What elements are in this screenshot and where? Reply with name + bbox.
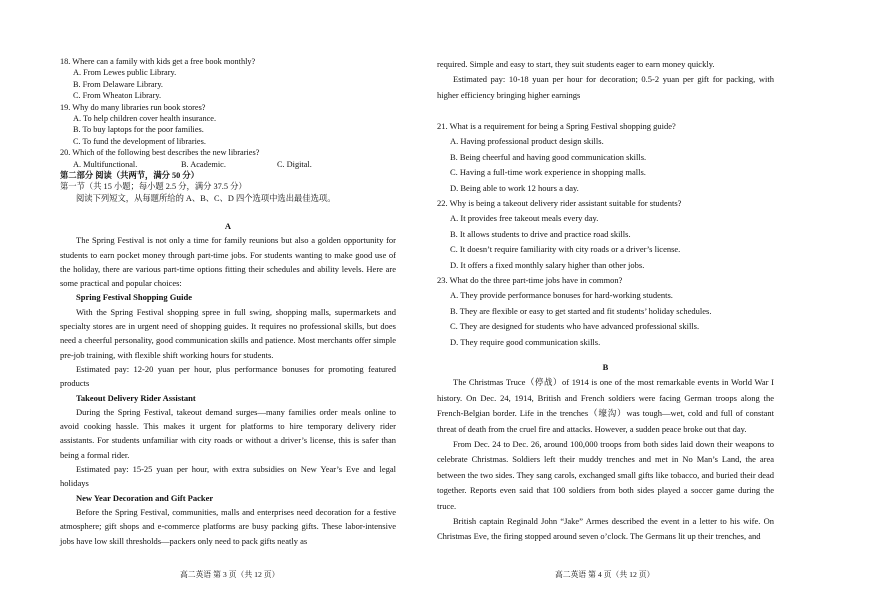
passage-b-paragraph-1: The Christmas Truce（停战）of 1914 is one of the most remarkable events in World War I history. On Dec. 24, 1914, British and French soldiers were facing German troops along the French-Belgian border. Life in the trenches（壕沟）was tough—wet, cold and full of constant threat of death from the cruel fire and attacks. However, a sudden peace broke out that day. bbox=[437, 377, 774, 434]
q18-option-a: A. From Lewes public Library. bbox=[73, 68, 177, 78]
job3-title: New Year Decoration and Gift Packer bbox=[76, 492, 214, 503]
passage-b-label: B bbox=[602, 362, 609, 372]
q18-option-c: C. From Wheaton Library. bbox=[73, 91, 162, 101]
q23-option-d: D. They require good communication skills. bbox=[450, 336, 601, 347]
q22-option-d: D. It offers a fixed monthly salary higher than other jobs. bbox=[450, 259, 645, 270]
q22-option-a: A. It provides free takeout meals every day. bbox=[450, 213, 599, 224]
question-22: 22. Why is being a takeout delivery rider assistant suitable for students? bbox=[437, 198, 682, 209]
left-page-footer: 高二英语 第 3 页（共 12 页） bbox=[180, 570, 280, 579]
job3-description: Before the Spring Festival, communities, malls and enterprises need decoration for a festive atmosphere; gift shops and e-commerce platforms are busy packing gifts. These labor-intensive jobs have low skill thresholds—packers only need to pack gifts neatly as bbox=[60, 506, 396, 546]
job3-pay: Estimated pay: 10-18 yuan per hour for decoration; 0.5-2 yuan per gift for packing, with higher efficiency bringing higher earnings bbox=[437, 74, 774, 100]
passage-a-intro: The Spring Festival is not only a time for family reunions but also a golden opportunity for students to earn pocket money through part-time jobs. For students wanting to make good use of the holiday, there are various part-time options fitting their schedules and ability levels. Here are some practical and popular choices: bbox=[60, 235, 396, 289]
q19-option-b: B. To buy laptops for the poor families. bbox=[73, 125, 204, 135]
q20-option-c: C. Digital. bbox=[277, 159, 312, 169]
job2-description: During the Spring Festival, takeout demand surges—many families order meals online to avoid cooking hassle. This makes it urgent for platforms to hire temporary delivery rider assistants. For students unfamiliar with city roads or without a driver’s license, this is safer than being a formal rider. bbox=[60, 406, 396, 460]
q22-option-b: B. It allows students to drive and practice road skills. bbox=[450, 228, 631, 239]
q23-option-c: C. They are designed for students who have advanced professional skills. bbox=[450, 321, 700, 332]
q20-option-a: A. Multifunctional. bbox=[73, 159, 138, 169]
q22-option-c: C. It doesn’t require familiarity with city roads or a driver’s license. bbox=[450, 244, 681, 255]
q21-option-b: B. Being cheerful and having good communication skills. bbox=[450, 151, 647, 162]
right-page-footer: 高二英语 第 4 页（共 12 页） bbox=[555, 570, 655, 579]
q19-option-c: C. To fund the development of libraries. bbox=[73, 136, 206, 146]
passage-a-label: A bbox=[224, 221, 232, 231]
q21-option-c: C. Having a full-time work experience in shopping malls. bbox=[450, 167, 646, 178]
job1-title: Spring Festival Shopping Guide bbox=[76, 292, 192, 303]
q20-options bbox=[60, 159, 396, 170]
passage-b-paragraph-3: British captain Reginald John “Jake” Armes described the event in a letter to his wife. On Christmas Eve, the firing stopped around seven o’clock. The Germans lit up their trenches, and bbox=[437, 516, 774, 542]
question-18: 18. Where can a family with kids get a free book monthly? bbox=[60, 57, 256, 66]
job1-description: With the Spring Festival shopping spree in full swing, shopping malls, supermarkets and specialty stores are in urgent need of shopping guides. It requires no professional skills, but does need a cheerful personality, good communication skills and patience. Most merchants offer simple pre-job training, with flexible shift working hours for students. bbox=[60, 306, 396, 360]
q23-option-b: B. They are flexible or easy to get started and fit students’ holiday schedules. bbox=[450, 305, 712, 316]
q20-option-b: B. Academic. bbox=[181, 159, 226, 169]
part-two-heading: 第二部分 阅读（共两节，满分 50 分） bbox=[60, 171, 199, 181]
job1-pay: Estimated pay: 12-20 yuan per hour, plus performance bonuses for promoting featured products bbox=[60, 363, 396, 389]
section-one-heading: 第一节（共 15 小题；每小题 2.5 分，满分 37.5 分） bbox=[60, 182, 247, 192]
reading-instruction: 阅读下列短文，从每题所给的 A、B、C、D 四个选项中选出最佳选项。 bbox=[76, 193, 336, 203]
q23-option-a: A. They provide performance bonuses for hard-working students. bbox=[450, 290, 673, 301]
job2-pay: Estimated pay: 15-25 yuan per hour, with extra subsidies on New Year’s Eve and legal holidays bbox=[60, 464, 396, 489]
job2-title: Takeout Delivery Rider Assistant bbox=[76, 392, 196, 403]
q18-option-b: B. From Delaware Library. bbox=[73, 79, 164, 89]
q21-option-a: A. Having professional product design skills. bbox=[450, 136, 604, 147]
q21-option-d: D. Being able to work 12 hours a day. bbox=[450, 182, 579, 193]
question-21: 21. What is a requirement for being a Spring Festival shopping guide? bbox=[437, 121, 676, 131]
passage-b-paragraph-2: From Dec. 24 to Dec. 26, around 100,000 troops from both sides laid down their weapons to celebrate Christmas. Soldiers left their muddy trenches and met in No Man’s Land, the area between the two sides. They sang carols, exchanged small gifts like tobacco, and buried their dead together. Reports even said that 100 soldiers from both sides played a soccer game during the truce. bbox=[437, 439, 774, 511]
question-20: 20. Which of the following best describes the new libraries? bbox=[60, 148, 260, 158]
q19-option-a: A. To help children cover health insurance. bbox=[73, 114, 217, 124]
question-19: 19. Why do many libraries run book stores? bbox=[60, 102, 206, 112]
question-23: 23. What do the three part-time jobs have in common? bbox=[437, 275, 623, 286]
passage-a-continuation: required. Simple and easy to start, they suit students eager to earn money quickly. bbox=[437, 59, 715, 69]
